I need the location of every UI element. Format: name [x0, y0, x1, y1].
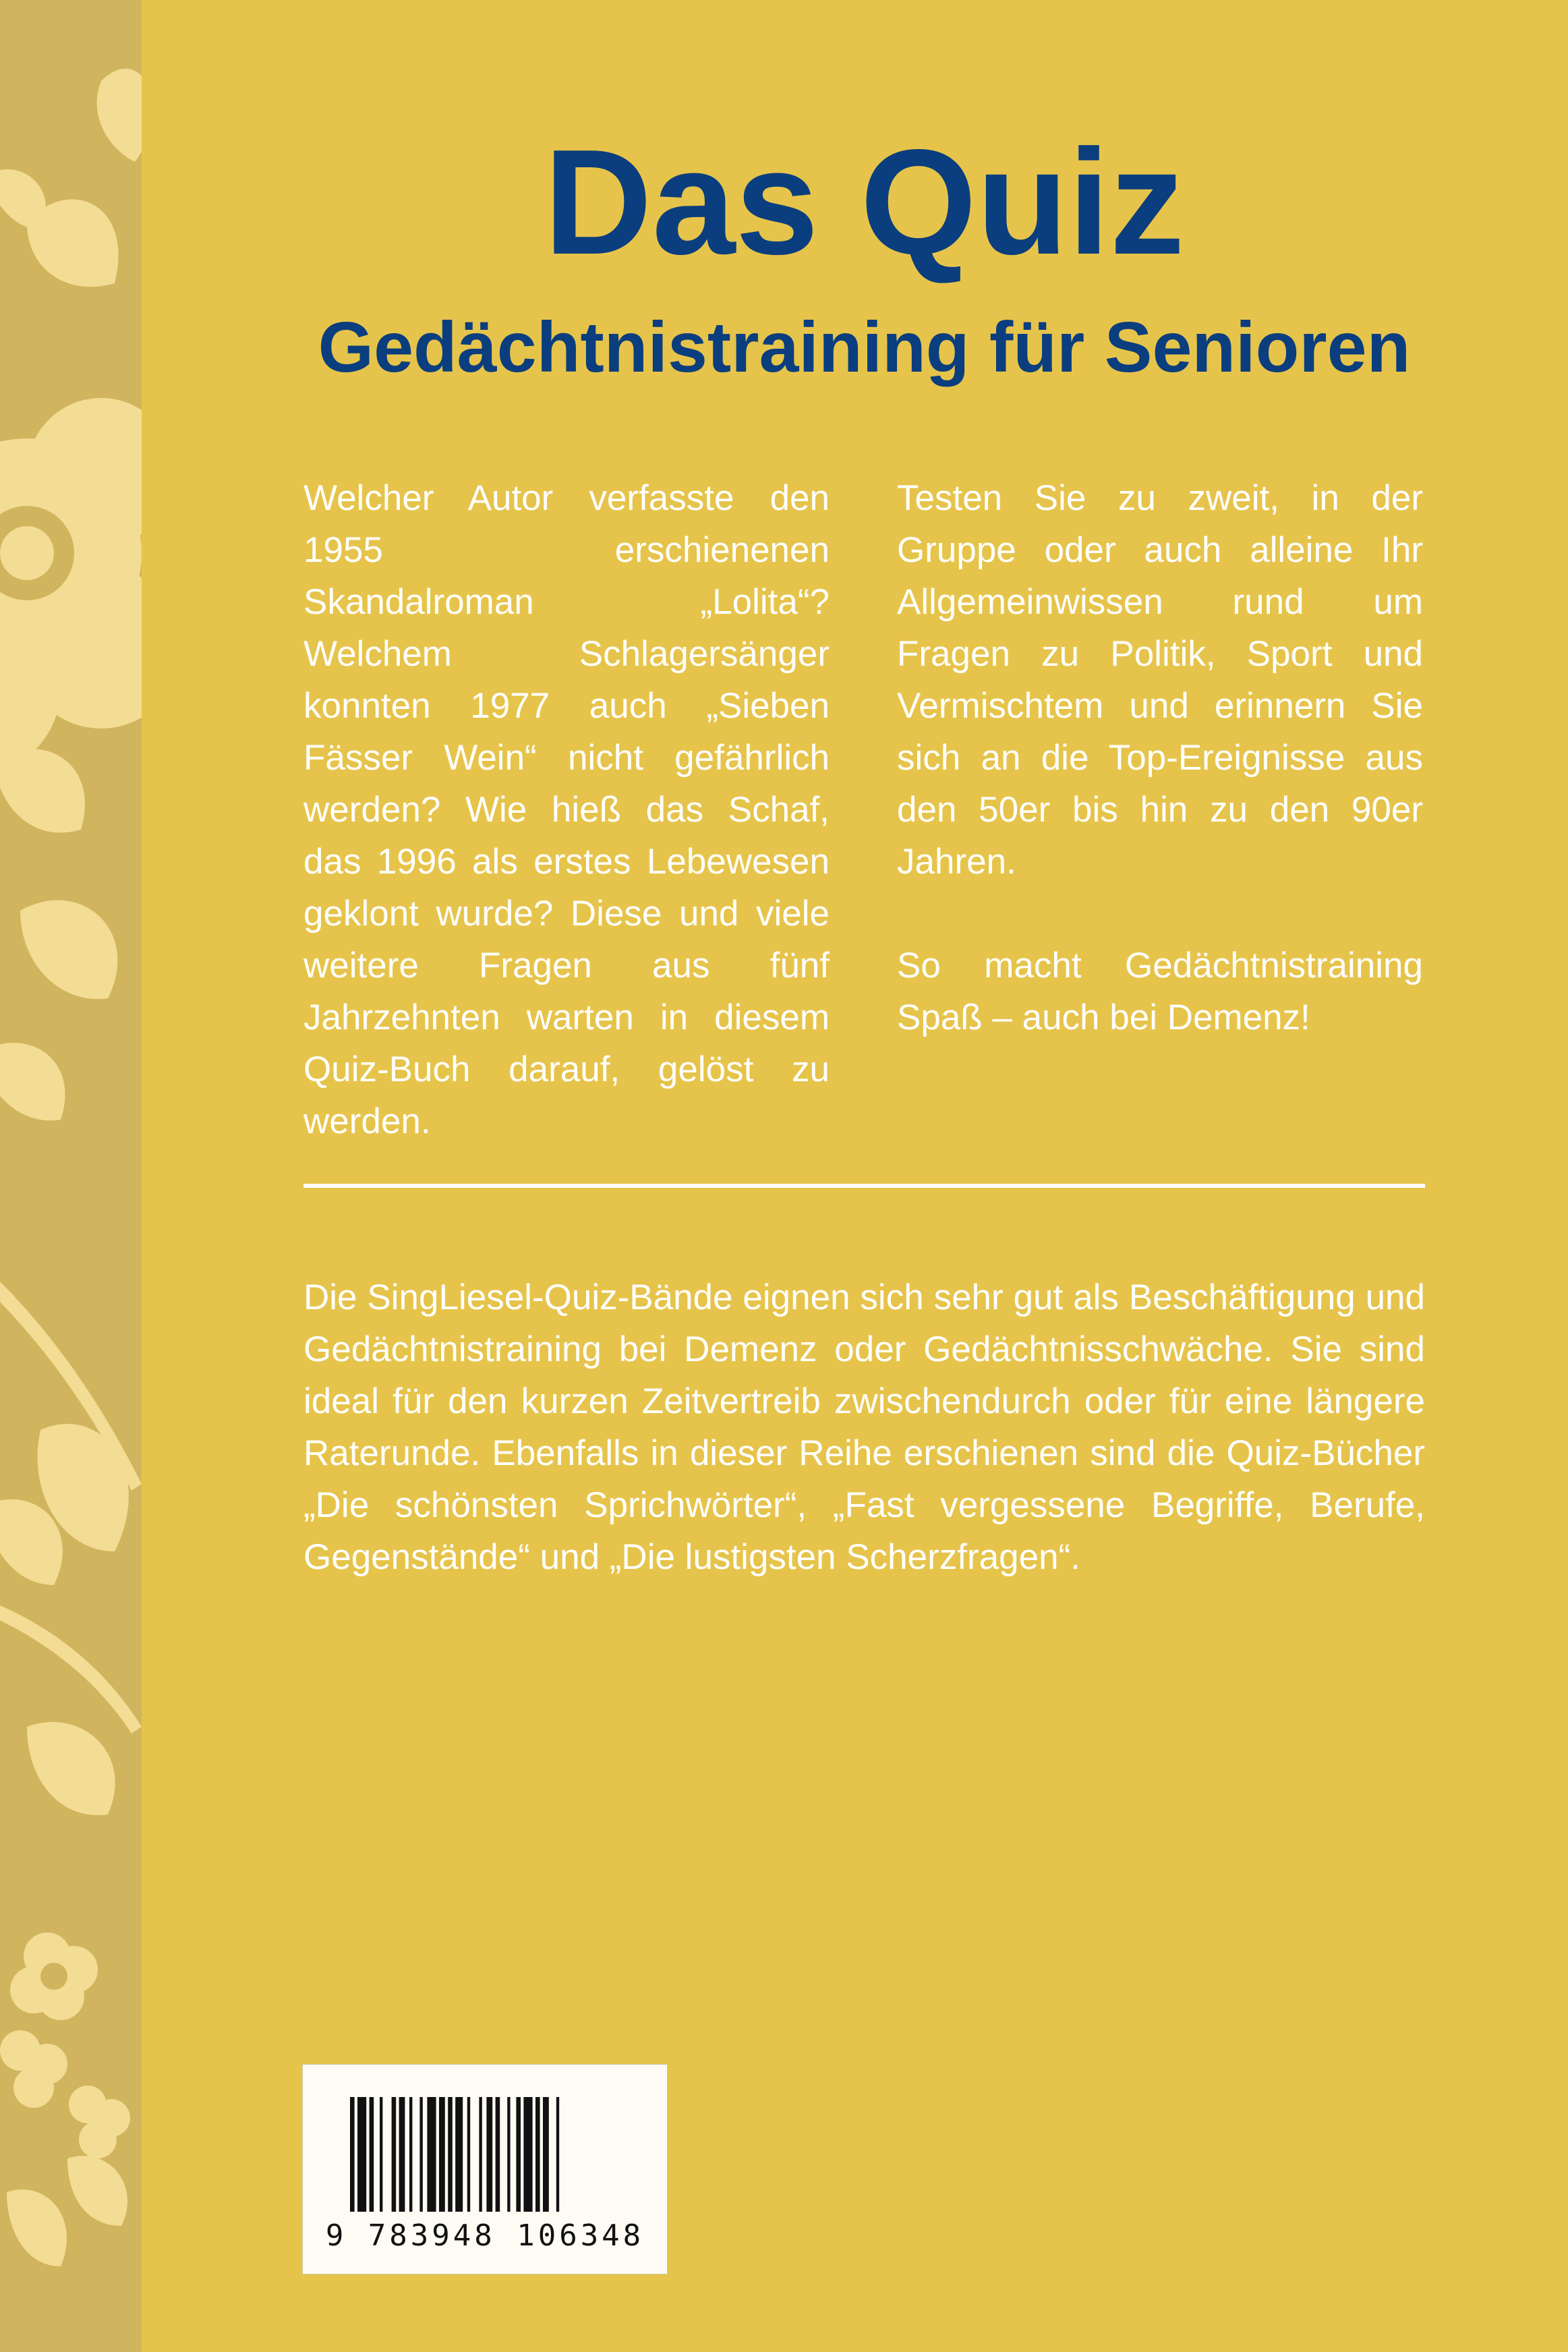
- book-subtitle: Gedächtnistraining für Senioren: [318, 308, 1411, 387]
- blurb-left-paragraph: Welcher Autor verfasste den 1955 erschienenen Skandalroman „Lolita“? Welchem Schlagersänger konnten 1977 auch „Sieben Fässer Wein“ nicht gefährlich werden? Wie hieß das Schaf, das 1996 als erstes Lebewesen geklont wurde? Diese und viele weitere Fragen aus fünf Jahrzehnten warten in diesem Quiz-Buch darauf, gelöst zu werden.: [303, 478, 830, 1141]
- isbn-number: 9 783948 106348: [325, 2218, 645, 2253]
- barcode-icon: [350, 2097, 620, 2212]
- spine-floral-panel: [0, 0, 142, 2352]
- book-title: Das Quiz: [544, 119, 1185, 286]
- barcode-label: [302, 2064, 668, 2274]
- flower-pattern-icon: [0, 0, 142, 2352]
- blurb-left-column: [303, 472, 830, 1199]
- section-divider: [303, 1184, 1425, 1188]
- blurb-right-paragraph-2: So macht Gedächtnistraining Spaß – auch bei Demenz!: [897, 946, 1423, 1037]
- series-description: Die SingLiesel-Quiz-Bände eignen sich sehr gut als Beschäftigung und Gedächtnistraining bei Demenz oder Gedächtnisschwäche. Sie sind ideal für den kurzen Zeitvertreib zwischendurch oder für eine längere Raterunde. Ebenfalls in dieser Reihe erschienen sind die Quiz-Bücher „Die schönsten Sprichwörter“, „Fast vergessene Begriffe, Berufe, Gegenstände“ und „Die lustigsten Scherzfragen“.: [303, 1278, 1425, 1577]
- blurb-right-paragraph-1: Testen Sie zu zweit, in der Gruppe oder auch alleine Ihr Allgemeinwissen rund um Fragen zu Politik, Sport und Vermischtem und erinnern Sie sich an die Top-Ereignisse aus den 50er bis hin zu den 90er Jahren.: [897, 478, 1423, 882]
- blurb-right-column: [897, 472, 1423, 1095]
